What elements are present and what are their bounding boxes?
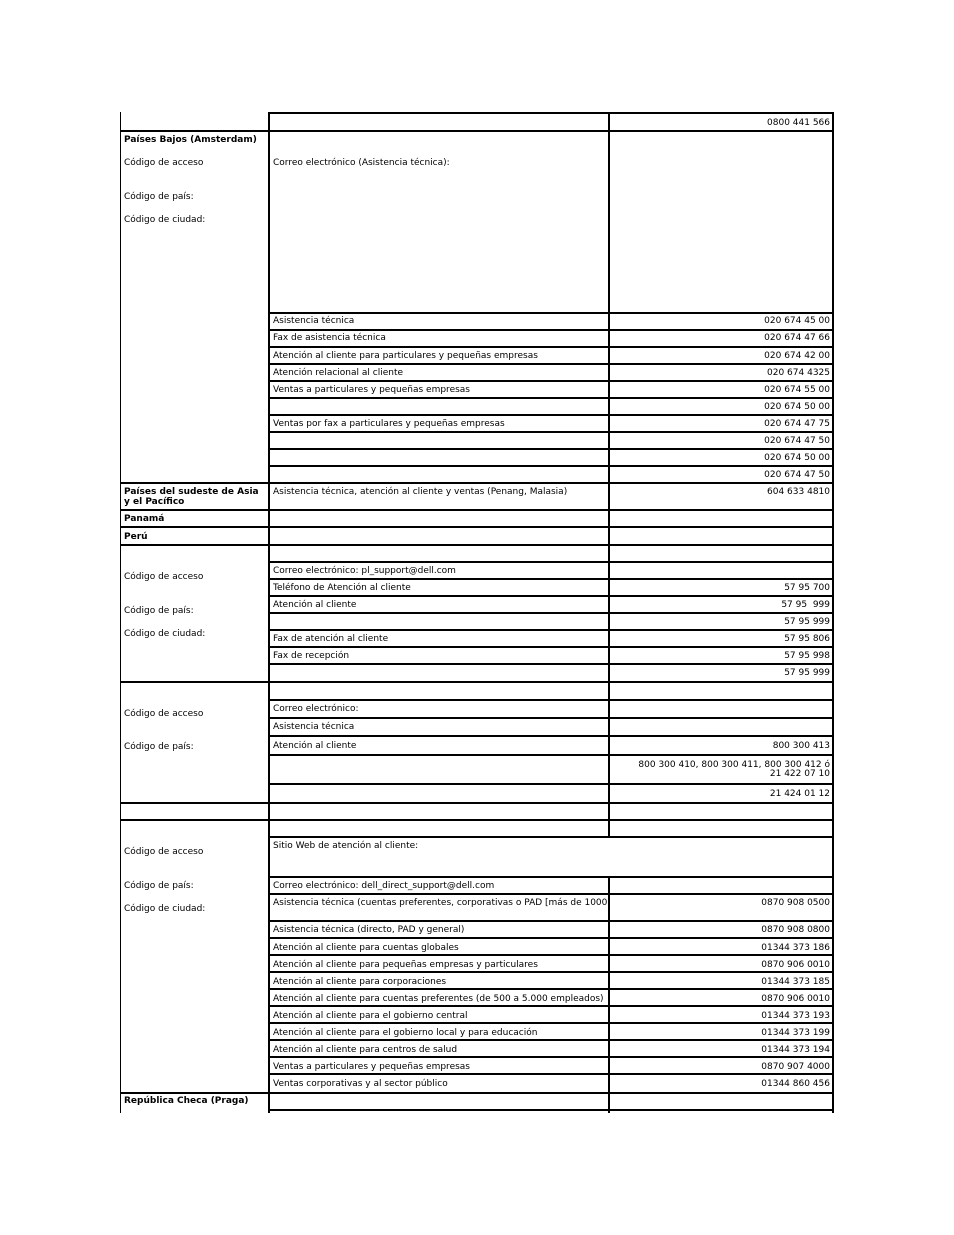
phone-number: 020 674 50 00	[764, 402, 830, 412]
country-code-label: Código de país:	[124, 606, 194, 616]
service-label: Asistencia técnica	[273, 722, 355, 732]
service-label: Ventas por fax a particulares y pequeñas empresas	[273, 419, 505, 429]
row-border	[268, 465, 834, 467]
phone-number: 020 674 47 50	[764, 470, 830, 480]
service-label: Atención relacional al cliente	[273, 368, 404, 378]
row-border	[268, 1109, 834, 1111]
phone-number: 57 95 999	[781, 600, 830, 610]
row-border	[120, 130, 834, 132]
access-code-label: Código de acceso	[124, 572, 204, 582]
service-label: Asistencia técnica (directo, PAD y general)	[273, 925, 465, 935]
email-label: Correo electrónico:	[273, 704, 359, 714]
phone-number: 01344 373 186	[761, 943, 830, 953]
service-label: Ventas a particulares y pequeñas empresas	[273, 385, 470, 395]
row-border	[120, 544, 834, 546]
phone-number: 020 674 55 00	[764, 385, 830, 395]
phone-number: 0800 441 566	[767, 118, 830, 128]
row-border	[268, 717, 834, 719]
row-border	[120, 482, 834, 484]
row-border	[120, 819, 834, 821]
phone-number: 604 633 4810	[767, 487, 830, 497]
access-code-label: Código de acceso	[124, 709, 204, 719]
country-name: Panamá	[124, 514, 165, 524]
country-name: República Checa (Praga)	[124, 1096, 249, 1106]
phone-number: 020 674 42 00	[764, 351, 830, 361]
service-label: Teléfono de Atención al cliente	[273, 583, 411, 593]
row-border	[268, 754, 834, 756]
country-code-label: Código de país:	[124, 192, 194, 202]
phone-number: 020 674 47 75	[764, 419, 830, 429]
row-border	[268, 448, 834, 450]
service-label: Atención al cliente para cuentas globales	[273, 943, 459, 953]
phone-number: 21 424 01 12	[769, 789, 830, 799]
phone-number: 57 95 999	[784, 668, 830, 678]
row-border	[268, 312, 834, 314]
phone-number: 020 674 50 00	[764, 453, 830, 463]
row-border	[268, 629, 834, 631]
access-code-label: Código de acceso	[124, 158, 204, 168]
row-border	[268, 836, 834, 838]
service-label: Asistencia técnica (cuentas preferentes, corporativas o PAD [más de 1000	[273, 898, 608, 908]
phone-number: 57 95 806	[784, 634, 830, 644]
phone-number: 0870 908 0500	[761, 898, 830, 908]
row-border	[268, 561, 834, 563]
row-border	[268, 1073, 834, 1075]
city-code-label: Código de ciudad:	[124, 215, 206, 225]
country-name: Países del sudeste de Asia y el Pacífico	[124, 487, 259, 507]
country-name: Países Bajos (Amsterdam)	[124, 135, 257, 145]
row-border	[268, 329, 834, 331]
row-border	[268, 1005, 834, 1007]
row-border	[120, 509, 834, 511]
country-code-label: Código de país:	[124, 881, 194, 891]
service-label: Asistencia técnica	[273, 316, 355, 326]
row-border	[268, 612, 834, 614]
phone-number: 57 95 999	[784, 617, 830, 627]
phone-number: 01344 373 199	[761, 1028, 830, 1038]
row-border	[268, 646, 834, 648]
row-border	[268, 112, 834, 114]
phone-number: 020 674 47 66	[764, 333, 830, 343]
phone-number: 0870 907 4000	[761, 1062, 830, 1072]
service-label: Atención al cliente para cuentas preferentes (de 500 a 5.000 empleados)	[273, 994, 604, 1004]
service-label: Fax de atención al cliente	[273, 634, 389, 644]
column-divider-2a	[608, 112, 610, 838]
phone-number: 0870 906 0010	[761, 960, 830, 970]
row-border	[268, 663, 834, 665]
country-code-label: Código de país:	[124, 742, 194, 752]
city-code-label: Código de ciudad:	[124, 629, 206, 639]
row-border	[268, 380, 834, 382]
service-label: Atención al cliente	[273, 600, 357, 610]
row-border	[268, 578, 834, 580]
row-border	[268, 1056, 834, 1058]
row-border	[268, 363, 834, 365]
row-border	[120, 802, 834, 804]
phone-number: 01344 373 185	[761, 977, 830, 987]
row-border	[268, 414, 834, 416]
city-code-label: Código de ciudad:	[124, 904, 206, 914]
row-border	[268, 1022, 834, 1024]
service-label: Fax de recepción	[273, 651, 350, 661]
phone-number: 57 95 700	[784, 583, 830, 593]
email-label: Correo electrónico: pl_support@dell.com	[273, 566, 456, 576]
row-border	[268, 431, 834, 433]
phone-number: 020 674 47 50	[764, 436, 830, 446]
service-label: Atención al cliente para centros de salud	[273, 1045, 458, 1055]
service-label: Atención al cliente para corporaciones	[273, 977, 447, 987]
row-border	[120, 681, 834, 683]
email-label: Correo electrónico (Asistencia técnica):	[273, 158, 450, 168]
service-label: Atención al cliente para particulares y pequeñas empresas	[273, 351, 538, 361]
phone-number: 01344 860 456	[761, 1079, 830, 1089]
service-label: Atención al cliente para pequeñas empresas y particulares	[273, 960, 538, 970]
access-code-label: Código de acceso	[124, 847, 204, 857]
phone-number: 020 674 4325	[767, 368, 830, 378]
phone-number: 800 300 413	[772, 741, 830, 751]
phone-number: 01344 373 193	[761, 1011, 830, 1021]
row-border	[268, 988, 834, 990]
row-border	[268, 954, 834, 956]
phone-number: 01344 373 194	[761, 1045, 830, 1055]
service-label: Atención al cliente para el gobierno central	[273, 1011, 468, 1021]
row-border	[268, 920, 834, 922]
service-label: Ventas corporativas y al sector público	[273, 1079, 448, 1089]
service-label: Atención al cliente	[273, 741, 357, 751]
row-border	[268, 1039, 834, 1041]
row-border	[268, 971, 834, 973]
row-border	[268, 893, 834, 895]
service-label: Ventas a particulares y pequeñas empresas	[273, 1062, 470, 1072]
phone-number: 21 422 07 10	[769, 769, 830, 779]
row-border	[268, 699, 834, 701]
country-name: Perú	[124, 532, 148, 542]
table-border-left	[120, 112, 121, 1113]
phone-number: 0870 906 0010	[761, 994, 830, 1004]
phone-number: 020 674 45 00	[764, 316, 830, 326]
phone-number: 800 300 410, 800 300 411, 800 300 412 ó	[638, 760, 830, 770]
service-label: Atención al cliente para el gobierno local y para educación	[273, 1028, 538, 1038]
phone-number: 57 95 998	[784, 651, 830, 661]
row-border	[268, 937, 834, 939]
row-border	[120, 1092, 834, 1094]
row-border	[268, 783, 834, 785]
service-label: Asistencia técnica, atención al cliente y ventas (Penang, Malasia)	[273, 487, 568, 497]
row-border	[268, 397, 834, 399]
row-border	[268, 876, 834, 878]
email-label: Correo electrónico: dell_direct_support@dell.com	[273, 881, 495, 891]
row-border	[120, 526, 834, 528]
phone-number: 0870 908 0800	[761, 925, 830, 935]
row-border	[268, 735, 834, 737]
service-label: Fax de asistencia técnica	[273, 333, 386, 343]
row-border	[268, 346, 834, 348]
row-border	[268, 595, 834, 597]
column-divider-2b	[608, 876, 610, 1113]
website-label: Sitio Web de atención al cliente:	[273, 841, 419, 851]
